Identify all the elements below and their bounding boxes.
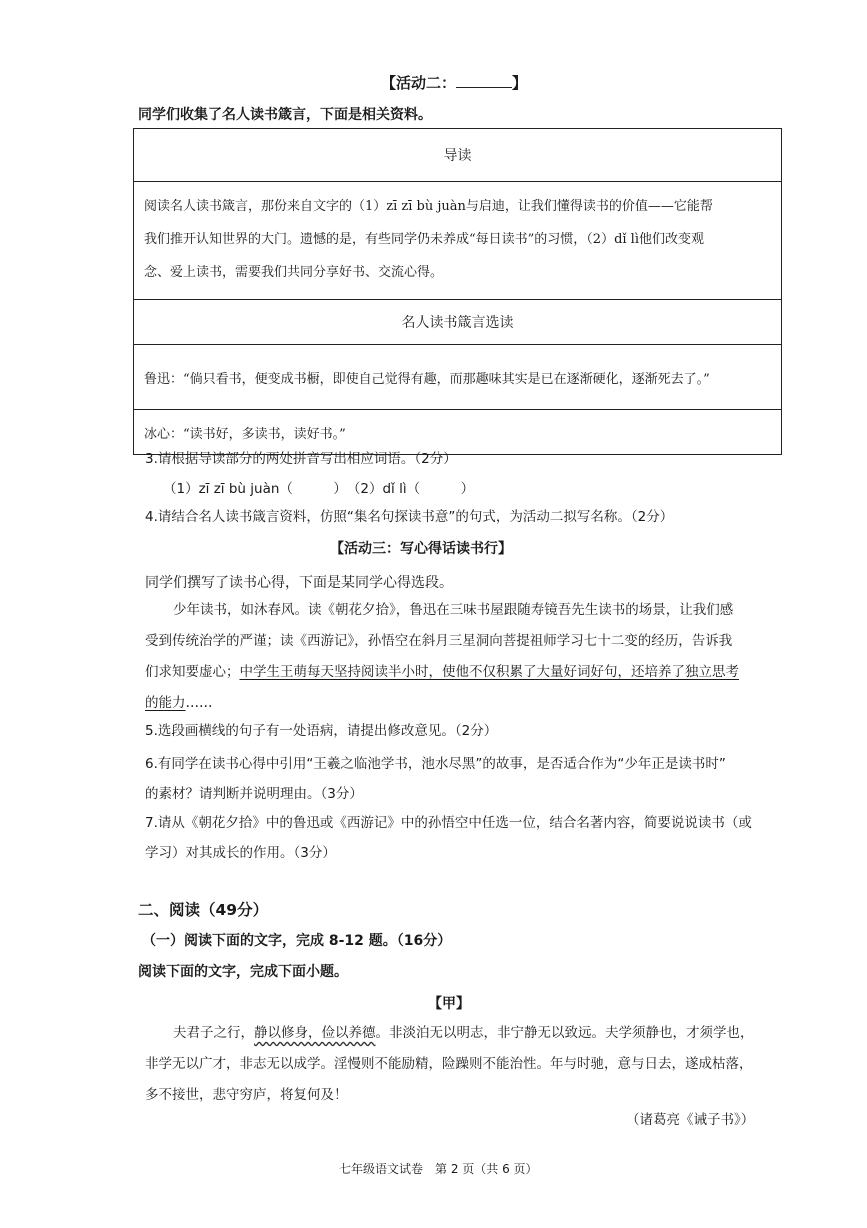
passage-jia-line-1-b: 。非淡泊无以明志，非宁静无以致远。夫学须静也，才须学也，	[375, 1025, 754, 1041]
activity2-title-suffix: 】	[512, 74, 528, 92]
section-2-instruction: 阅读下面的文字，完成下面小题。	[138, 964, 348, 980]
underlined-sentence-part-1: 中学生王萌每天坚持阅读半小时，使他不仅积累了大量好词好句，还培养了独立思考	[239, 664, 739, 680]
quote-bingxin: 冰心：“读书好，多读书，读好书。”	[134, 410, 782, 455]
question-6-line-2: 的素材？请判断并说明理由。（3分）	[145, 786, 363, 802]
page-footer: 七年级语文试卷 第 2 页（共 6 页）	[339, 1162, 538, 1176]
passage-jia-line-3: 多不接世，悲守穷庐，将复何及！	[145, 1087, 348, 1103]
question-4-stem: 4.请结合名人读书箴言资料，仿照“集名句探读书意”的句式，为活动二拟写名称。（2分）	[145, 509, 674, 525]
question-3-stem: 3.请根据导读部分的两处拼音写出相应词语。（2分）	[145, 451, 457, 467]
passage-line-3	[145, 657, 785, 688]
question-6-line-1: 6.有同学在读书心得中引用“王羲之临池学书，池水尽黑”的故事，是否适合作为“少年正是读书时”	[145, 756, 726, 772]
passage-source: （诸葛亮《诫子书》）	[626, 1112, 755, 1128]
daodu-line-2: 我们推开认知世界的大门。遗憾的是，有些同学仍未养成“每日读书”的习惯，（2）dǐ lì他们改变观	[144, 232, 704, 247]
activity3-passage	[145, 595, 785, 719]
passage-line-2: 受到传统治学的严谨；读《西游记》，孙悟空在斜月三星洞向菩提祖师学习七十二变的经历，告诉我	[145, 633, 733, 649]
daodu-line-3: 念、爱上读书，需要我们共同分享好书、交流心得。	[144, 265, 444, 280]
passage-jia-line-2: 非学无以广才，非志无以成学。淫慢则不能励精，险躁则不能治性。年与时驰，意与日去，遂成枯落，	[145, 1056, 753, 1072]
quote-luxun: 鲁迅：“倘只看书，便变成书橱，即使自己觉得有趣，而那趣味其实是已在逐渐硬化，逐渐死去了。”	[134, 345, 782, 410]
passage-line-4-tail: ……	[185, 695, 213, 711]
passage-line-4	[145, 688, 785, 719]
question-7	[145, 808, 752, 868]
activity2-name-blank[interactable]	[456, 73, 512, 88]
activity2-title	[381, 72, 527, 93]
section-2-title: 二、阅读（49分）	[138, 901, 269, 919]
section-2-subtitle: （一）阅读下面的文字，完成 8-12 题。（16分）	[142, 933, 452, 949]
passage-line-3-plain: 们求知要虚心；	[145, 664, 240, 680]
passage-jia-line-1-a: 夫君子之行，	[173, 1025, 254, 1041]
activity2-title-prefix: 【活动二：	[381, 74, 457, 92]
wavy-underlined-phrase: 静以修身，俭以养德	[254, 1025, 376, 1041]
question-6	[145, 749, 726, 809]
daodu-cell	[134, 182, 782, 300]
activity3-intro: 同学们撰写了读书心得，下面是某同学心得选段。	[145, 575, 453, 591]
passage-line-1: 少年读书，如沐春风。读《朝花夕拾》，鲁迅在三味书屋跟随寿镜吾先生读书的场景，让我们感	[173, 602, 734, 618]
materials-table	[133, 128, 782, 455]
question-3-items: （1）zī zī bù juàn（ ） （2）dǐ lì（ ）	[163, 481, 475, 497]
daodu-line-1: 阅读名人读书箴言，那份来自文字的（1）zī zī bù juàn与启迪，让我们懂得读书的价值——它能帮	[144, 199, 713, 214]
passage-jia-text	[145, 1018, 754, 1111]
question-5-stem: 5.选段画横线的句子有一处语病，请提出修改意见。（2分）	[145, 723, 498, 739]
question-7-line-2: 学习）对其成长的作用。（3分）	[145, 845, 336, 861]
table-header-daodu: 导读	[134, 129, 782, 182]
underlined-sentence-part-2: 的能力	[145, 695, 186, 711]
activity2-intro: 同学们收集了名人读书箴言，下面是相关资料。	[138, 107, 432, 123]
activity3-title: 【活动三：写心得话读书行】	[330, 541, 512, 557]
passage-jia-line-1	[145, 1018, 754, 1049]
passage-jia-label: 【甲】	[428, 996, 470, 1012]
question-7-line-1: 7.请从《朝花夕拾》中的鲁迅或《西游记》中的孙悟空中任选一位，结合名著内容，简要说说读书（或	[145, 815, 752, 831]
table-header-quotes: 名人读书箴言选读	[134, 300, 782, 345]
